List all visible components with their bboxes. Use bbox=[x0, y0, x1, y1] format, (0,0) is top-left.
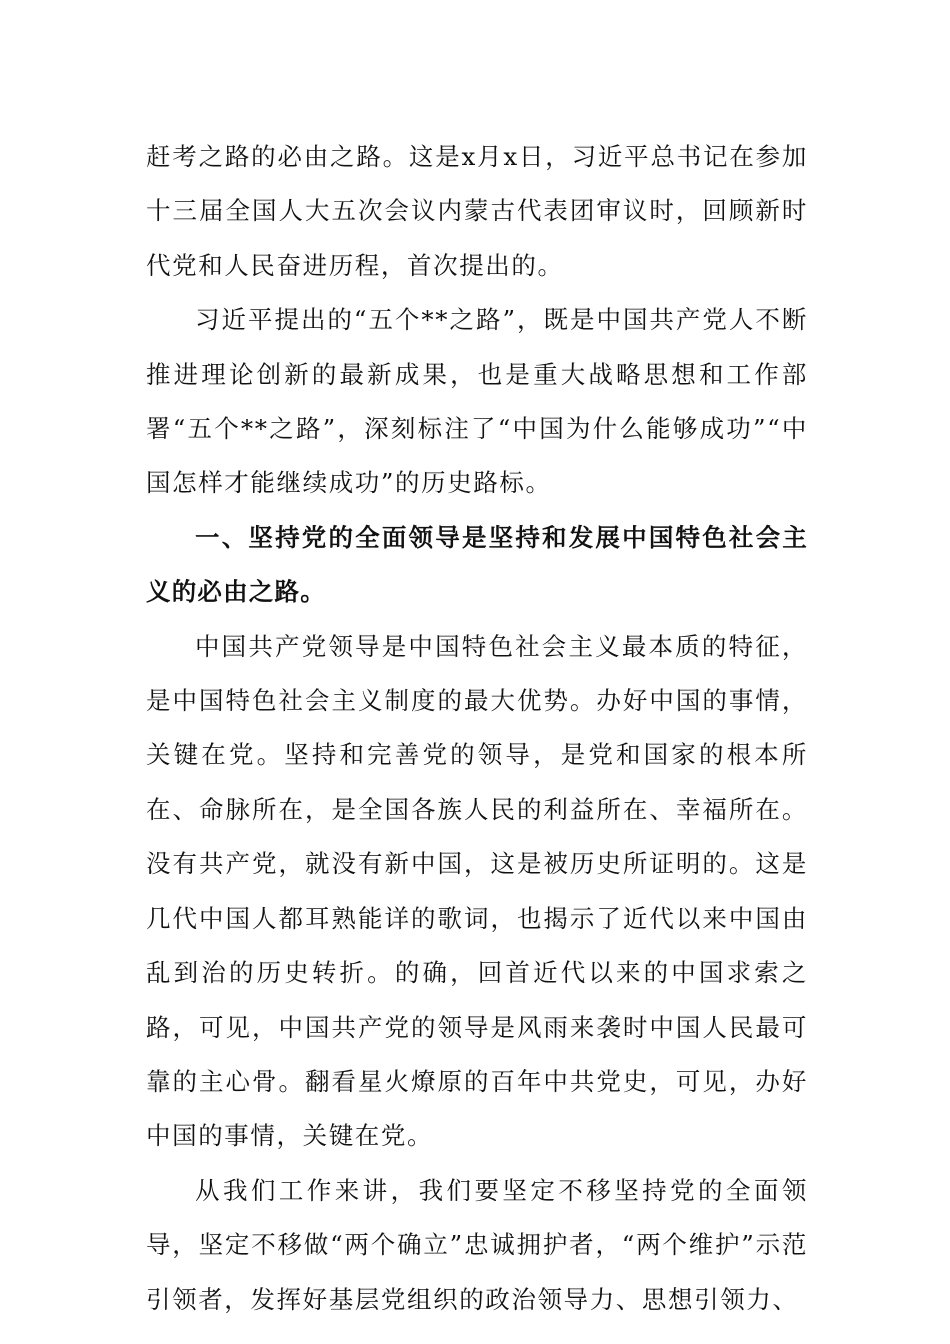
paragraph-party-leadership: 中国共产党领导是中国特色社会主义最本质的特征，是中国特色社会主义制度的最大优势。办好中国的事情，关键在党。坚持和完善党的领导，是党和国家的根本所在、命脉所在，是全国各族人民的利益所在、幸福所在。没有共产党，就没有新中国，这是被历史所证明的。这是几代中国人都耳熟能详的歌词，也揭示了近代以来中国由乱到治的历史转折。的确，回首近代以来的中国求索之路，可见，中国共产党的领导是风雨来袭时中国人民最可靠的主心骨。翻看星火燎原的百年中共党史，可见，办好中国的事情，关键在党。 bbox=[146, 631, 808, 1151]
paragraph-continuation: 赶考之路的必由之路。这是x月x日，习近平总书记在参加十三届全国人大五次会议内蒙古代表团审议时，回顾新时代党和人民奋进历程，首次提出的。 bbox=[146, 142, 808, 280]
paragraph-five-paths: 习近平提出的“五个**之路”，既是中国共产党人不断推进理论创新的最新成果，也是重大战略思想和工作部署“五个**之路”，深刻标注了“中国为什么能够成功”“中国怎样才能继续成功”的历史路标。 bbox=[146, 305, 808, 498]
document-body bbox=[146, 130, 808, 1327]
paragraph-our-work: 从我们工作来讲，我们要坚定不移坚持党的全面领导，坚定不移做“两个确立”忠诚拥护者，“两个维护”示范引领者，发挥好基层党组织的政治领导力、思想引领力、 bbox=[146, 1175, 808, 1314]
section-heading-one: 一、坚持党的全面领导是坚持和发展中国特色社会主义的必由之路。 bbox=[146, 522, 808, 607]
